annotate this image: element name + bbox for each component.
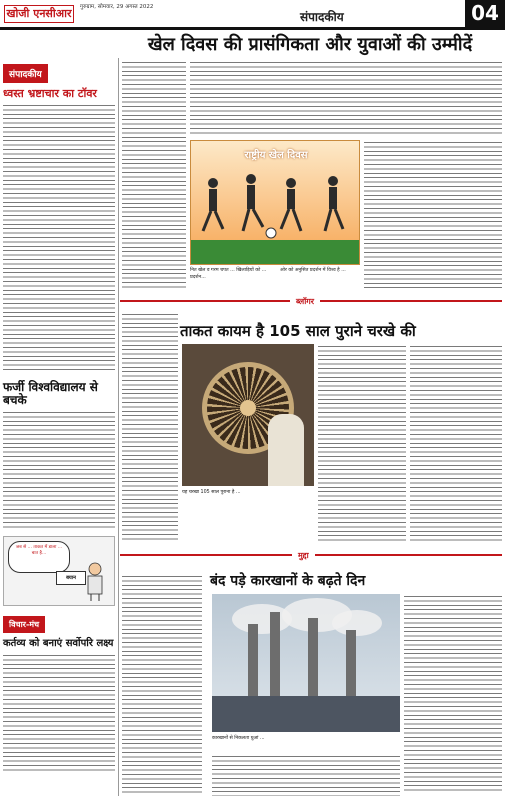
cartoon: [3, 536, 115, 606]
view-label: विचार-मंच: [3, 616, 45, 633]
cartoon-sign: बयान: [56, 571, 86, 585]
issue-date: गुरुग्राम, सोमवार, 29 अगस्त 2022: [80, 4, 154, 10]
spinner-figure: [268, 414, 304, 486]
blog-text-left: [122, 312, 178, 542]
factories-text-right: [404, 594, 502, 794]
sports-article-text-right: [364, 140, 502, 290]
blog-headline: ताकत कायम है 105 साल पुराने चरखे की: [180, 322, 416, 340]
cartoon-figure-icon: [82, 561, 108, 601]
factory-building: [212, 696, 400, 732]
page-number: 04: [465, 0, 505, 27]
second-editorial-text: [3, 410, 115, 530]
factories-section-label: मुद्दा: [292, 550, 315, 561]
view-text: [3, 653, 115, 773]
editorial-title: ध्वस्त भ्रष्टाचार का टॉवर: [3, 87, 97, 100]
editorial-text: [3, 103, 115, 373]
blog-text-right: [410, 344, 502, 544]
view-title: कर्तव्य को बनाएं सर्वोपरि लक्ष्य: [3, 638, 114, 649]
section-title: संपादकीय: [300, 10, 344, 24]
blog-caption: यह चरखा 105 साल पुराना है ...: [182, 490, 241, 495]
factories-text-bottom: [212, 754, 400, 796]
chimney: [270, 612, 280, 704]
sports-article-text-left: [122, 60, 186, 290]
second-editorial-title: फर्जी विश्वविद्यालय से बचके: [3, 380, 98, 407]
newspaper-logo: खोजी एनसीआर: [4, 5, 74, 23]
sports-caption-left: नित खेल व गरम चपत ... खिलाड़ियों को ... प्रदर्शन...: [190, 268, 267, 280]
column-divider: [118, 58, 119, 796]
sports-article-intro: [190, 60, 502, 134]
sports-lead-text: [190, 60, 502, 134]
factory-photo: [212, 594, 400, 732]
editorial-label: संपादकीय: [3, 64, 48, 83]
wheel-hub: [240, 400, 256, 416]
main-headline: खेल दिवस की प्रासंगिकता और युवाओं की उम्मीदें: [147, 34, 473, 55]
factories-headline: बंद पड़े कारखानों के बढ़ते दिन: [210, 573, 366, 589]
chimney: [248, 624, 258, 704]
sports-day-banner: राष्ट्रीय खेल दिवस: [244, 150, 308, 161]
chimney: [346, 630, 356, 704]
cartoon-speech-bubble: जब से ... ताकत में डाला ... बात है...: [8, 541, 70, 573]
blogger-section-label: ब्लॉगर: [290, 296, 320, 307]
chimney: [308, 618, 318, 704]
sports-day-image: [190, 140, 360, 265]
factories-caption: कारखानों से निकलता धुआं ...: [212, 736, 265, 741]
charkha-photo: [182, 344, 314, 486]
factories-text-left: [122, 574, 202, 794]
masthead: [0, 0, 505, 30]
blog-text-middle: [318, 344, 406, 544]
athletes-illustration-icon: [191, 169, 360, 244]
sports-caption-right: ओर को अनुसित प्रदर्शन में विश्व है ...: [280, 268, 346, 273]
left-column: [3, 62, 115, 797]
ground: [191, 240, 359, 264]
